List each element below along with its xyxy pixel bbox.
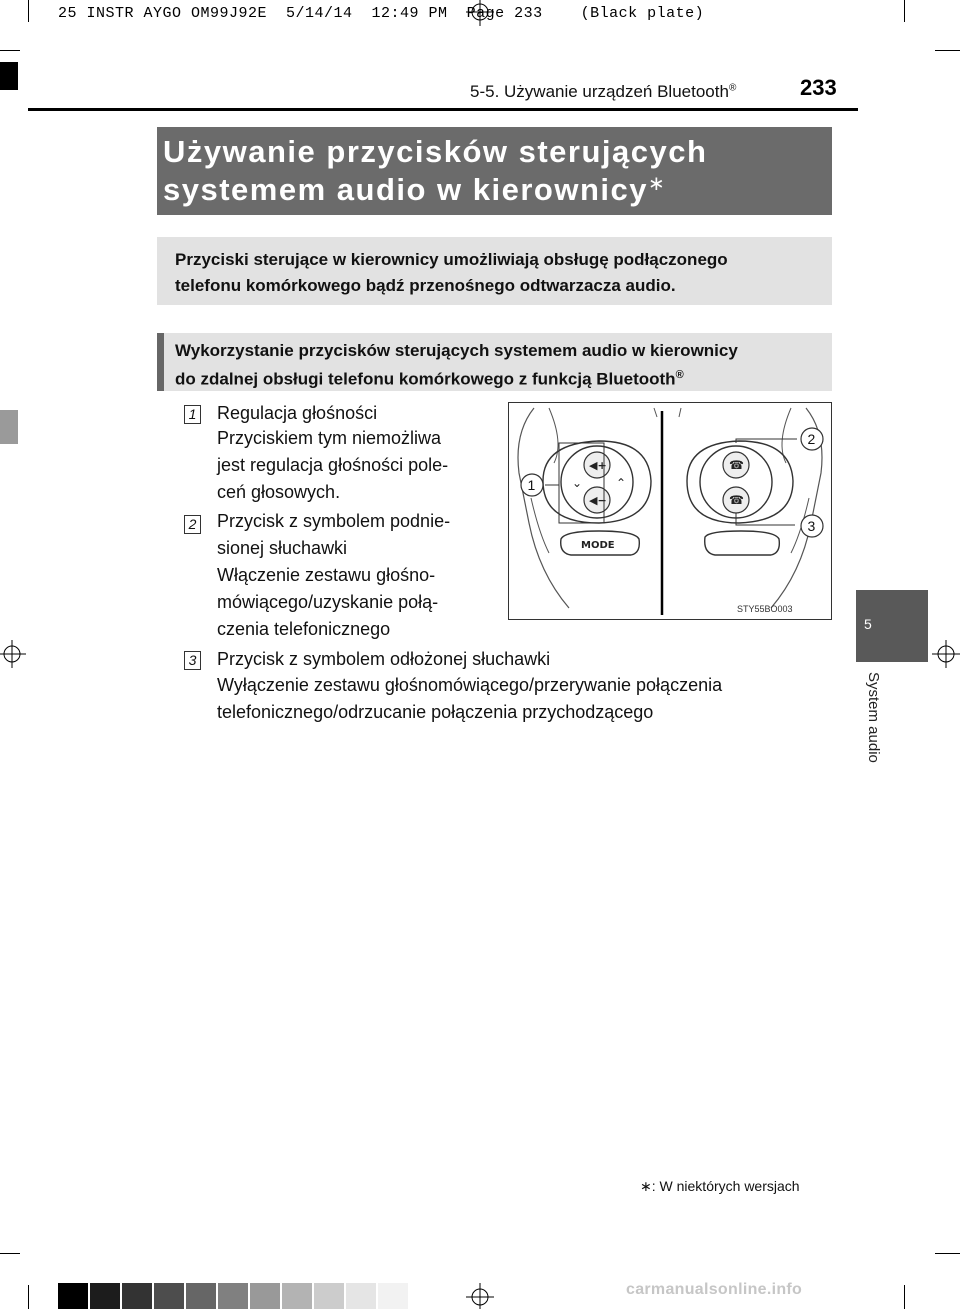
corner-block [0,62,18,90]
desc-line: Przyciskiem tym niemożliwa [217,428,442,448]
crop-mark [935,1253,960,1254]
registration-mark-right [932,640,960,668]
footnote-text: : W niektórych wersjach [651,1178,800,1194]
callout-3: 3 [807,518,816,534]
page-title [157,127,832,215]
svg-text:⌄: ⌄ [572,476,583,490]
color-swatch [58,1283,88,1309]
item-number: 2 [184,515,201,534]
color-swatch [250,1283,280,1309]
color-swatch [154,1283,184,1309]
desc-line: czenia telefonicznego [217,619,391,639]
crop-mark [0,50,20,51]
color-swatch-strip [58,1283,410,1309]
svg-text:◀+: ◀+ [589,459,607,472]
page-number: 233 [800,75,837,100]
color-swatch [122,1283,152,1309]
chapter-tab: 5 [856,590,928,662]
svg-text:◀−: ◀− [589,494,607,507]
crop-mark [28,1285,29,1309]
footnote-asterisk: ∗ [648,173,667,195]
desc-line: jest regulacja głośności pole- [217,455,449,475]
intro-line1: Przyciski sterujące w kierownicy umożliwiają obsługę podłączonego [175,250,728,269]
item-number: 3 [184,651,201,670]
section-accent-bar [157,333,164,391]
printer-slug: 25 INSTR AYGO OM99J92E 5/14/14 12:49 PM Page 233 (Black plate) [58,5,705,22]
item-title: Przycisk z symbolem odłożonej słuchawki [217,649,551,669]
steering-wheel-drawing [509,403,831,619]
svg-text:⌃: ⌃ [616,476,627,490]
footnote-marker: ∗ [640,1178,652,1194]
watermark: carmanualsonline.info [626,1281,803,1298]
intro-line2: telefonu komórkowego bądź przenośnego odtwarzacza audio. [175,276,676,295]
section-heading-line2: do zdalnej obsługi telefonu komórkowego z funkcją Bluetooth [175,369,676,389]
color-swatch [218,1283,248,1309]
color-swatch [378,1283,408,1309]
crop-mark [935,50,960,51]
item-description [217,672,829,726]
desc-line: ceń głosowych. [217,482,341,502]
header-rule [28,108,858,111]
desc-line: telefonicznego/odrzucanie połączenia przychodzącego [217,702,654,722]
registered-mark: ® [675,369,684,381]
crop-mark [904,0,905,22]
item-description [217,425,497,506]
section-heading-line1: Wykorzystanie przycisków sterujących systemem audio w kierownicy [175,341,738,360]
gray-edge-block [0,410,18,444]
color-swatch [90,1283,120,1309]
svg-text:☎: ☎ [729,493,744,507]
item-title: Regulacja głośności [217,403,378,423]
callout-1: 1 [527,477,536,493]
desc-line: Wyłączenie zestawu głośnomówiącego/przerywanie połączenia [217,675,723,695]
mode-label: MODE [581,540,615,551]
page-title-line2: systemem audio w kierownicy [163,172,649,207]
color-swatch [186,1283,216,1309]
crop-mark [28,0,29,22]
running-header-text: 5-5. Używanie urządzeń Bluetooth [470,82,729,101]
callout-2: 2 [807,431,816,447]
crop-mark [904,1285,905,1309]
title-line: sionej słuchawki [217,538,348,558]
registered-mark: ® [728,82,737,94]
illustration-code: STY55BO003 [737,604,793,614]
title-line: Przycisk z symbolem podnie- [217,511,451,531]
footnote [640,1178,800,1195]
section-heading [157,333,832,391]
svg-text:☎: ☎ [729,458,744,472]
color-swatch [314,1283,344,1309]
color-swatch [282,1283,312,1309]
page-title-line1: Używanie przycisków sterujących [163,134,708,169]
item-title [217,508,497,562]
crop-mark [0,1253,20,1254]
desc-line: Włączenie zestawu głośno- [217,565,436,585]
desc-line: mówiącego/uzyskanie połą- [217,592,439,612]
steering-wheel-illustration [508,402,832,620]
item-number: 1 [184,405,201,424]
chapter-label: System audio [865,672,882,763]
registration-mark-bottom [466,1283,494,1309]
intro-box [157,237,832,305]
registration-mark-left [0,640,26,668]
running-header [470,82,736,102]
item-description [217,562,497,643]
color-swatch [346,1283,376,1309]
